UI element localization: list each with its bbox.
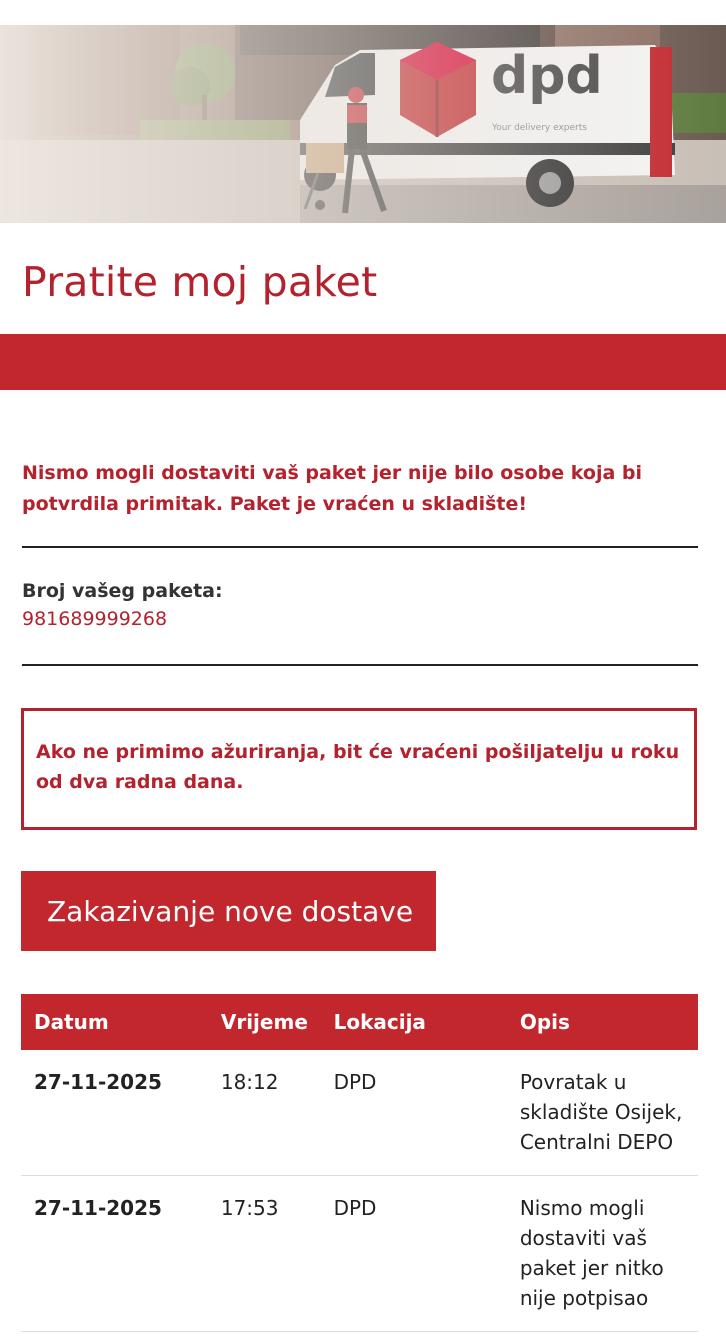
divider: [22, 664, 698, 666]
table-row: [21, 1050, 698, 1176]
return-warning-text: Ako ne primimo ažuriranja, bit će vraćeni pošiljatelju u roku od dva radna dana.: [36, 741, 680, 793]
row-date: 27-11-2025: [21, 1050, 208, 1176]
parcel-number-value: 981689999268: [22, 608, 168, 630]
table-header-row: [21, 994, 698, 1050]
row-description: Povratak u skladište Osijek, Centralni DEPO: [507, 1050, 698, 1176]
tracking-history-table: [21, 994, 698, 1332]
page-title: Pratite moj paket: [22, 258, 378, 306]
parcel-number-label: Broj vašeg paketa:: [22, 580, 223, 602]
row-date: 27-11-2025: [21, 1176, 208, 1332]
column-header-location: Lokacija: [321, 994, 507, 1050]
row-location: DPD: [321, 1176, 507, 1332]
header-divider-bar: [0, 334, 726, 390]
column-header-date: Datum: [21, 994, 208, 1050]
column-header-time: Vrijeme: [208, 994, 321, 1050]
return-warning-box: [21, 708, 697, 830]
schedule-redelivery-button[interactable]: Zakazivanje nove dostave: [21, 871, 436, 951]
table-row: [21, 1176, 698, 1332]
row-location: DPD: [321, 1050, 507, 1176]
row-time: 18:12: [208, 1050, 321, 1176]
hero-image: [0, 25, 726, 223]
row-description: Nismo mogli dostaviti vaš paket jer nitko nije potpisao: [507, 1176, 698, 1332]
column-header-description: Opis: [507, 994, 698, 1050]
delivery-failed-notice: Nismo mogli dostaviti vaš paket jer nije bilo osobe koja bi potvrdila primitak. Paket je vraćen u skladište!: [22, 462, 643, 515]
row-time: 17:53: [208, 1176, 321, 1332]
divider: [22, 546, 698, 548]
hero-banner: [0, 25, 726, 223]
